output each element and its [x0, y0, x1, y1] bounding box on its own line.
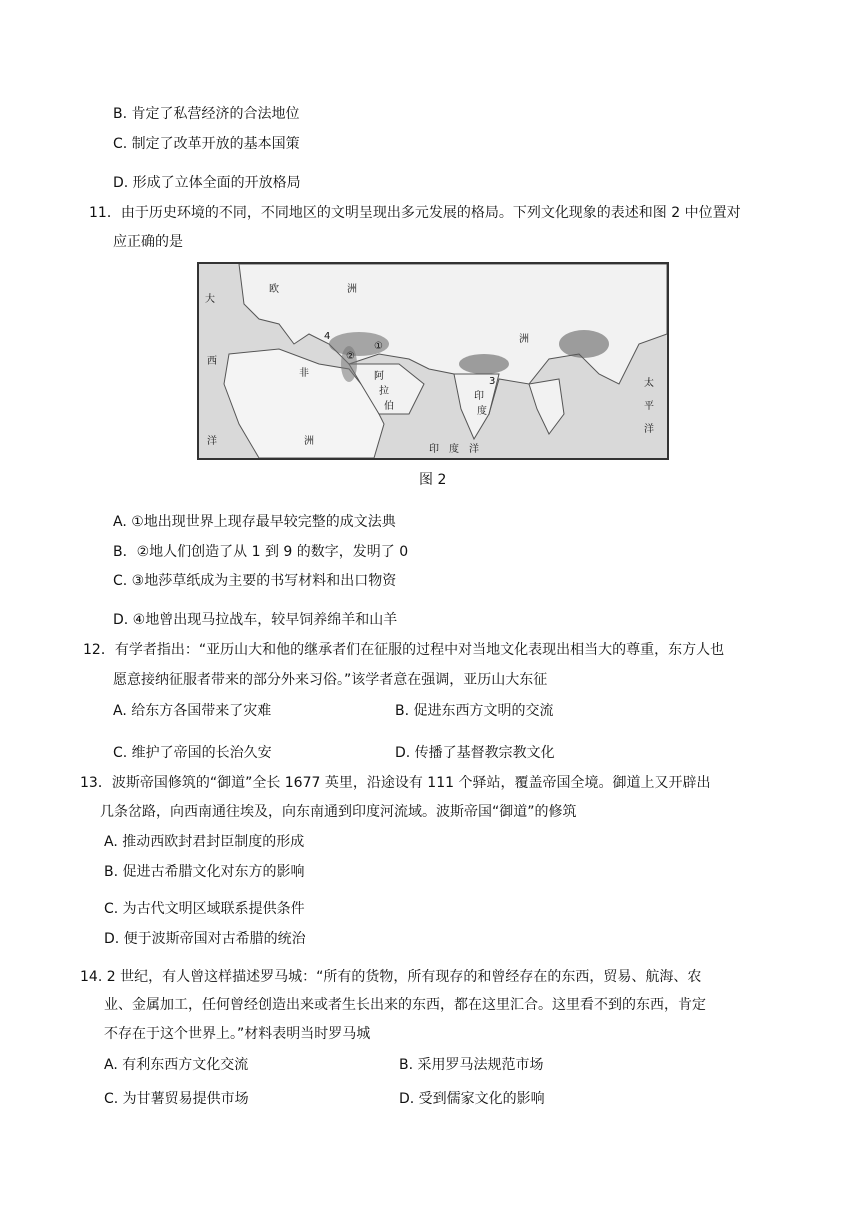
- q12-stem-line2: 愿意接纳征服者带来的部分外来习俗。”该学者意在强调，亚历山大东征: [113, 672, 548, 688]
- map-marker-4: 4: [324, 331, 331, 342]
- q11-stem-line1: 11．由于历史环境的不同，不同地区的文明呈现出多元发展的格局。下列文化现象的表述和图 2 中位置对: [89, 205, 741, 221]
- q13-stem-line1: 13．波斯帝国修筑的“御道”全长 1677 英里，沿途设有 111 个驿站，覆盖帝国全境。御道上又开辟出: [80, 775, 711, 791]
- q14-stem-line3: 不存在于这个世界上。”材料表明当时罗马城: [104, 1026, 371, 1042]
- map-label-pacific-yang: 洋: [644, 424, 654, 435]
- q11-option-a: A. ①地出现世界上现存最早较完整的成文法典: [113, 514, 396, 530]
- map-label-ou: 欧: [269, 284, 279, 295]
- q13-option-b: B. 促进古希腊文化对东方的影响: [104, 864, 305, 880]
- q10-option-c: C. 制定了改革开放的基本国策: [113, 136, 300, 152]
- q11-option-b: B．②地人们创造了从 1 到 9 的数字，发明了 0: [113, 544, 409, 560]
- map-label-xi: 西: [207, 356, 217, 367]
- map-label-ping: 平: [644, 401, 654, 412]
- q12-option-b: B. 促进东西方文明的交流: [395, 703, 554, 719]
- q13-option-a: A. 推动西欧封君封臣制度的形成: [104, 834, 305, 850]
- q11-option-d: D. ④地曾出现马拉战车，较早饲养绵羊和山羊: [113, 612, 398, 628]
- q14-stem-line1: 14. 2 世纪，有人曾这样描述罗马城：“所有的货物，所有现存的和曾经存在的东西，贸易、航海、农: [80, 969, 702, 985]
- map-label-yin: 印: [474, 391, 484, 402]
- map-label-yang: 洋: [207, 436, 217, 447]
- q13-option-d: D. 便于波斯帝国对古希腊的统治: [104, 931, 306, 947]
- q14-option-c: C. 为甘薯贸易提供市场: [104, 1091, 249, 1107]
- map-marker-3: 3: [489, 376, 496, 387]
- map-label-tai: 太: [644, 378, 654, 389]
- map-label-bo: 伯: [384, 401, 394, 412]
- map-label-zhou-africa: 洲: [304, 436, 314, 447]
- q11-stem-line2: 应正确的是: [113, 234, 183, 250]
- figure-caption: 图 2: [419, 472, 447, 488]
- map-marker-2: ②: [346, 351, 355, 362]
- world-map-figure: [197, 262, 669, 460]
- q13-option-c: C. 为古代文明区域联系提供条件: [104, 901, 305, 917]
- map-marker-1: ①: [374, 341, 383, 352]
- map-label-la: 拉: [379, 386, 389, 397]
- map-graphic: [199, 264, 667, 458]
- q10-option-b: B. 肯定了私营经济的合法地位: [113, 106, 300, 122]
- q12-stem-line1: 12．有学者指出：“亚历山大和他的继承者们在征服的过程中对当地文化表现出相当大的尊重，东方人也: [83, 642, 725, 658]
- q12-option-c: C. 维护了帝国的长治久安: [113, 745, 272, 761]
- map-label-indian-ocean: 印 度 洋: [429, 444, 479, 455]
- q12-option-a: A. 给东方各国带来了灾难: [113, 703, 272, 719]
- q14-option-a: A. 有利东西方文化交流: [104, 1057, 249, 1073]
- map-label-zhou-europe: 洲: [347, 284, 357, 295]
- q14-option-b: B. 采用罗马法规范市场: [399, 1057, 544, 1073]
- map-label-zhou-asia: 洲: [519, 334, 529, 345]
- map-label-da: 大: [205, 294, 215, 305]
- q14-option-d: D. 受到儒家文化的影响: [399, 1091, 545, 1107]
- map-label-du: 度: [477, 406, 487, 417]
- q11-option-c: C. ③地莎草纸成为主要的书写材料和出口物资: [113, 573, 397, 589]
- q14-stem-line2: 业、金属加工，任何曾经创造出来或者生长出来的东西，都在这里汇合。这里看不到的东西，肯定: [104, 997, 706, 1013]
- map-label-a: 阿: [374, 371, 384, 382]
- q10-option-d: D. 形成了立体全面的开放格局: [113, 175, 301, 191]
- q13-stem-line2: 几条岔路，向西南通往埃及，向东南通到印度河流域。波斯帝国“御道”的修筑: [100, 804, 577, 820]
- map-label-fei: 非: [299, 368, 309, 379]
- q12-option-d: D. 传播了基督教宗教文化: [395, 745, 555, 761]
